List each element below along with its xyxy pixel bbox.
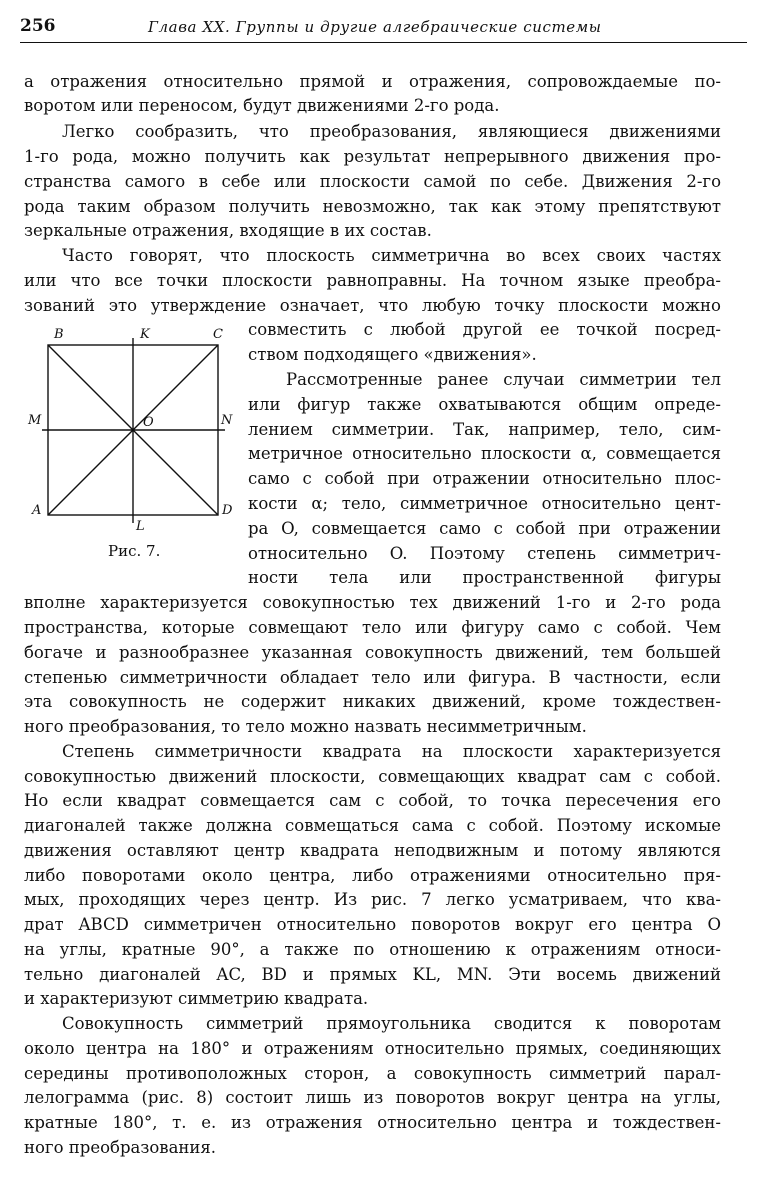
text-line: степенью симметричности обладает тело или фигура. В частности, если [24,668,721,687]
text-line: ра O, совмещается само с собой при отражении [248,519,721,538]
page-header [20,16,747,43]
text-line: Легко сообразить, что преобразования, являющиеся движениями [62,122,721,141]
text-line: на углы, кратные 90°, а также по отношению к отражениям относи- [24,940,721,959]
text-line: богаче и разнообразнее указанная совокупность движений, тем большей [24,643,721,662]
text-line: движения оставляют центр квадрата неподвижным и потому являются [24,841,721,860]
text-line: Степень симметричности квадрата на плоскости характеризуется [62,742,721,761]
text-line: кратные 180°, т. е. из отражения относительно центра и тождествен- [24,1113,721,1132]
text-line: эта совокупность не содержит никаких движений, кроме тождествен- [24,692,721,711]
text-line: Но если квадрат совмещается сам с собой, то точка пересечения его [24,791,721,810]
text-line: зований это утверждение означает, что любую точку плоскости можно [24,296,721,315]
running-title: Глава XX. Группы и другие алгебраические системы [148,18,602,36]
text-line: 1-го рода, можно получить как результат непрерывного движения про- [24,147,721,166]
text-line: совокупностью движений плоскости, совмещающих квадрат сам с собой. [24,767,721,786]
text-line: ного преобразования, то тело можно назвать несимметричным. [24,717,587,736]
text-line: метричное относительно плоскости α, совмещается [248,444,721,463]
text-line: ности тела или пространственной фигуры [248,568,721,587]
text-line: Часто говорят, что плоскость симметрична во всех своих частях [62,246,721,265]
figure-caption: Рис. 7. [108,542,161,560]
text-line: Совокупность симметрий прямоугольника сводится к поворотам [62,1014,721,1033]
label-m: M [28,413,42,428]
text-line: середины противоположных сторон, а совокупность симметрий парал- [24,1064,721,1083]
text-line: Рассмотренные ранее случаи симметрии тел [286,370,721,389]
label-c: C [213,327,223,342]
label-d: D [222,503,233,518]
text-line: лелограмма (рис. 8) состоит лишь из поворотов вокруг центра на углы, [24,1088,721,1107]
text-line: ного преобразования. [24,1138,217,1157]
text-line: странства самого в себе или плоскости самой по себе. Движения 2-го [24,172,721,191]
text-line: диагоналей также должна совмещаться сама с собой. Поэтому искомые [24,816,721,835]
text-line: кости α; тело, симметричное относительно цент- [248,494,721,513]
label-l: L [136,519,145,534]
label-b: B [54,327,64,342]
text-line: лением симметрии. Так, например, тело, сим- [248,420,721,439]
label-k: K [140,327,150,342]
text-line: вполне характеризуется совокупностью тех движений 1-го и 2-го рода [24,593,721,612]
text-line: мых, проходящих через центр. Из рис. 7 легко усматриваем, что ква- [24,890,721,909]
text-line: а отражения относительно прямой и отражения, сопровождаемые по- [24,72,721,91]
text-line: драт ABCD симметричен относительно поворотов вокруг его центра O [24,915,721,934]
text-line: и характеризуют симметрию квадрата. [24,989,369,1008]
text-line: ством подходящего «движения». [248,345,537,364]
text-line: само с собой при отражении относительно плос- [248,469,721,488]
text-line: рода таким образом получить невозможно, так как этому препятствуют [24,197,721,216]
label-o: O [143,415,154,430]
text-line: пространства, которые совмещают тело или фигуру само с собой. Чем [24,618,721,637]
text-line: совместить с любой другой ее точкой посред- [248,320,721,339]
text-line: или что все точки плоскости равноправны. На точном языке преобра- [24,271,721,290]
square-diagram [22,324,244,564]
text-line: тельно диагоналей AC, BD и прямых KL, MN. Эти восемь движений [24,965,721,984]
figure-7-square [22,324,244,564]
text-line: или фигур также охватываются общим опреде- [248,395,721,414]
label-n: N [221,413,233,428]
page-number: 256 [20,16,56,36]
text-line: относительно O. Поэтому степень симметрич- [248,544,721,563]
label-a: A [32,503,42,518]
text-line: около центра на 180° и отражениям относительно прямых, соединяющих [24,1039,721,1058]
text-line: воротом или переносом, будут движениями 2-го рода. [24,96,500,115]
text-line: либо поворотами около центра, либо отражениями относительно пря- [24,866,721,885]
text-line: зеркальные отражения, входящие в их состав. [24,221,432,240]
